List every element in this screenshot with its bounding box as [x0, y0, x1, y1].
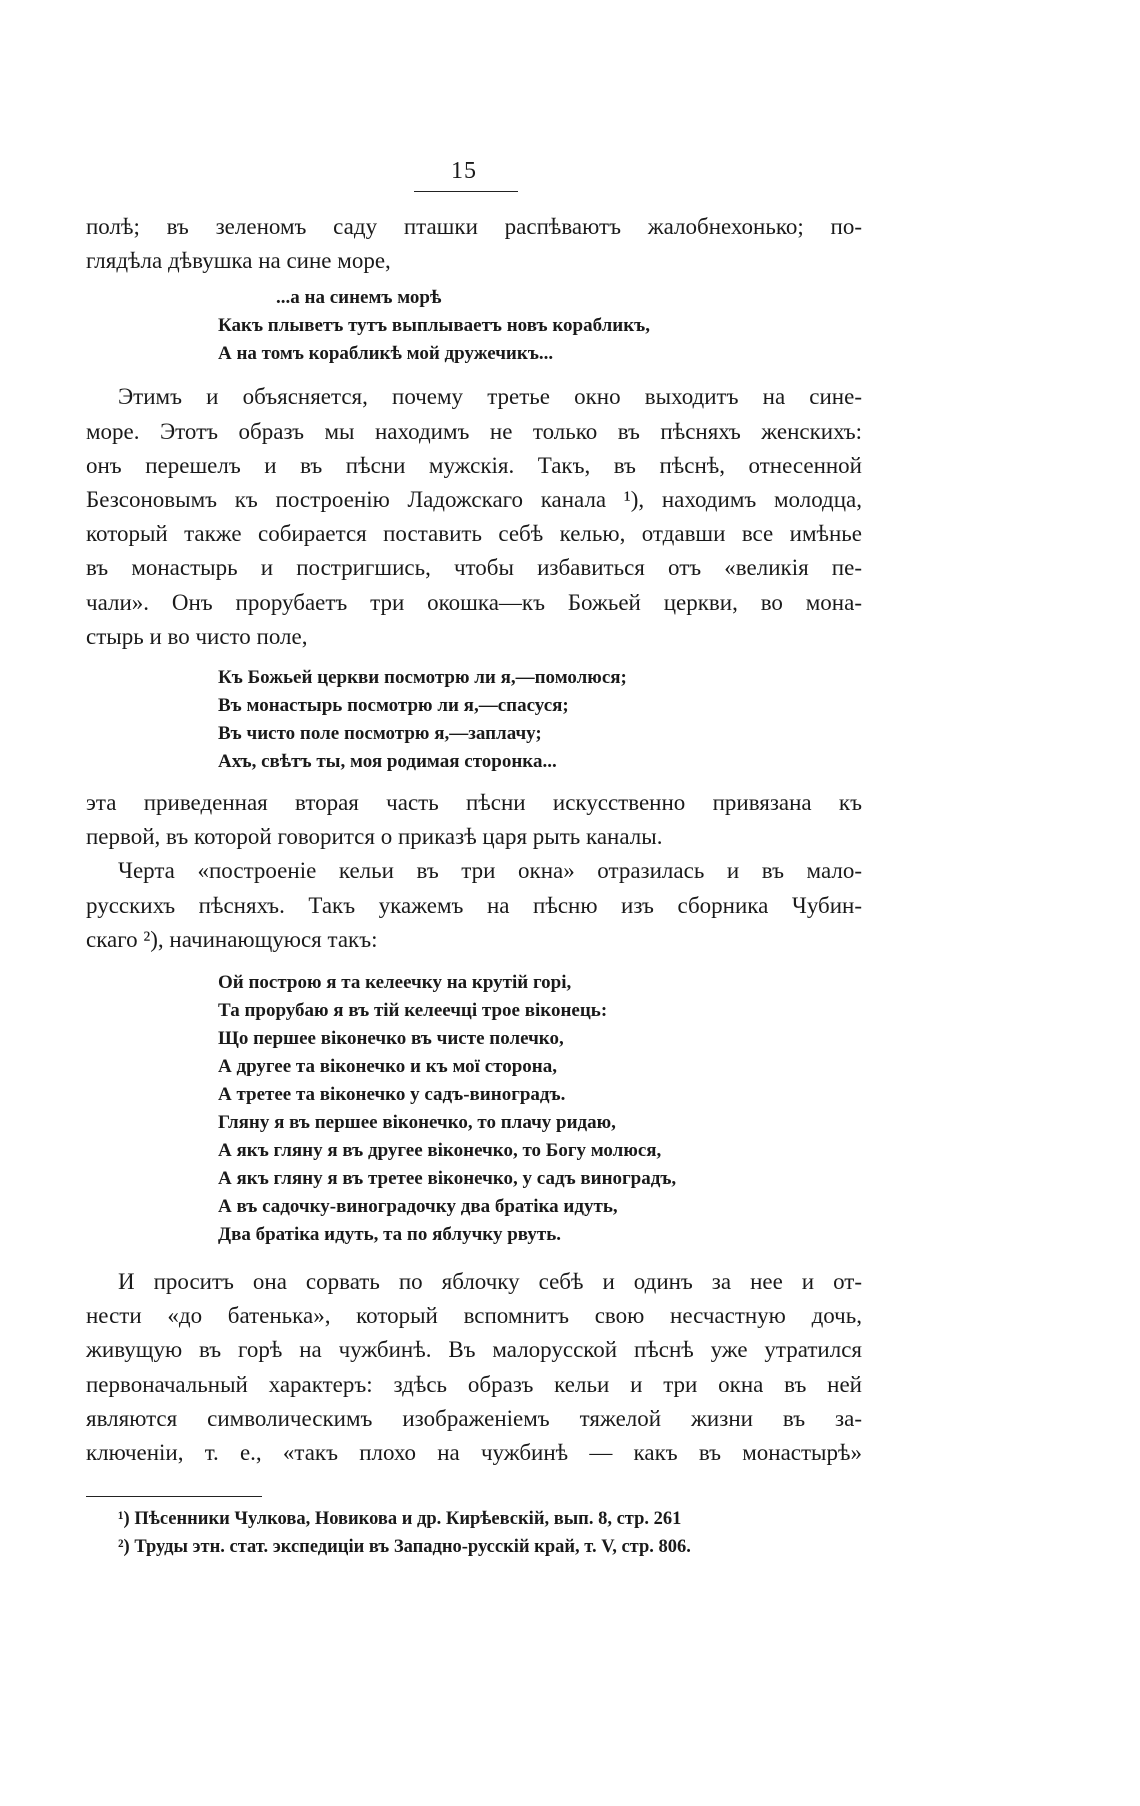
text-line: живущую въ горѣ на чужбинѣ. Въ малорусской пѣснѣ уже утратился [86, 1337, 862, 1363]
text-line: скаго ²), начинающуюся такъ: [86, 926, 378, 952]
verse-2 [218, 664, 862, 776]
text-line: стырь и во чисто поле, [86, 623, 308, 649]
text-line: который также собирается поставить себѣ келью, отдавши все имѣнье [86, 521, 862, 547]
text-line: глядѣла дѣвушка на сине море, [86, 248, 391, 274]
verse-line: А другее та віконечко и къ мої сторона, [218, 1056, 557, 1078]
text-line: полѣ; въ зеленомъ саду пташки распѣваютъ жалобнехонько; по- [86, 214, 862, 239]
verse-line: Два братіка идуть, та по яблучку рвуть. [218, 1224, 562, 1246]
verse-line: А на томъ корабликѣ мой дружечикъ... [218, 343, 554, 365]
verse-line: А третее та віконечко у садъ-виноградъ. [218, 1084, 566, 1106]
verse-line: ...а на синемъ морѣ [276, 287, 442, 309]
text-line: онъ перешелъ и въ пѣсни мужскія. Такъ, въ пѣснѣ, отнесенной [86, 452, 862, 478]
footnote-rule [86, 1496, 262, 1497]
footnote-2: ²) Труды этн. стат. экспедиціи въ Западно-русскій край, т. V, стр. 806. [118, 1537, 691, 1558]
verse-line: Що першее віконечко въ чисте полечко, [218, 1028, 564, 1050]
verse-line: Ахъ, свѣтъ ты, моя родимая сторонка... [218, 751, 557, 773]
text-line: море. Этотъ образъ мы находимъ не только въ пѣсняхъ женскихъ: [86, 418, 862, 444]
text-line: Этимъ и объясняется, почему третье окно выходитъ на сине- [118, 384, 862, 410]
text-line: въ монастырь и постригшись, чтобы избавиться отъ «великія пе- [86, 555, 862, 581]
text-line: И проситъ она сорвать по яблочку себѣ и одинъ за нее и от- [118, 1269, 862, 1295]
verse-line: Какъ плыветъ тутъ выплываетъ новъ корабликъ, [218, 315, 650, 337]
text-line: Безсоновымъ къ построенію Ладожскаго канала ¹), находимъ молодца, [86, 487, 862, 513]
verse-line: Гляну я въ першее віконечко, то плачу ридаю, [218, 1112, 616, 1134]
verse-line: Въ монастырь посмотрю ли я,—спасуся; [218, 695, 569, 717]
verse-line: А въ садочку-виноградочку два братіка идуть, [218, 1196, 618, 1218]
footnote-1: ¹) Пѣсенники Чулкова, Новикова и др. Кирѣевскій, вып. 8, стр. 261 [118, 1509, 682, 1530]
text-line: ключеніи, т. е., «такъ плохо на чужбинѣ — какъ въ монастырѣ» [86, 1440, 862, 1466]
footnotes [118, 1505, 862, 1561]
page-number-rule [414, 191, 518, 192]
page-number: 15 [451, 158, 477, 184]
text-line: первоначальный характеръ: здѣсь образъ кельи и три окна въ ней [86, 1371, 862, 1397]
text-line: эта приведенная вторая часть пѣсни искусственно привязана къ [86, 790, 862, 816]
verse-3 [218, 969, 862, 1249]
text-line: русскихъ пѣсняхъ. Такъ укажемъ на пѣсню изъ сборника Чубин- [86, 892, 862, 918]
verse-line: Ой построю я та келеечку на крутій горі, [218, 972, 572, 994]
text-line: первой, въ которой говорится о приказѣ царя рыть каналы. [86, 824, 663, 850]
verse-line: Въ чисто поле посмотрю я,—заплачу; [218, 723, 542, 745]
verse-line: А якъ гляну я въ третее віконечко, у садъ виноградъ, [218, 1168, 677, 1190]
verse-line: А якъ гляну я въ другее віконечко, то Богу молюся, [218, 1140, 662, 1162]
verse-1 [218, 284, 862, 368]
paragraph-4 [86, 1265, 862, 1470]
text-line: чали». Онъ прорубаетъ три окошка—къ Божьей церкви, во мона- [86, 589, 862, 615]
text-line: Черта «построеніе кельи въ три окна» отразилась и въ мало- [118, 858, 862, 884]
paragraph-1 [86, 210, 862, 278]
verse-line: Къ Божьей церкви посмотрю ли я,—помолюся; [218, 667, 627, 689]
paragraph-3 [86, 786, 862, 957]
book-page [86, 158, 862, 1561]
text-line: нести «до батенька», который вспомнитъ свою несчастную дочь, [86, 1303, 862, 1329]
paragraph-2 [86, 380, 862, 654]
text-line: являются символическимъ изображеніемъ тяжелой жизни въ за- [86, 1405, 862, 1431]
verse-line: Та прорубаю я въ тій келеечці трое віконець: [218, 1000, 608, 1022]
